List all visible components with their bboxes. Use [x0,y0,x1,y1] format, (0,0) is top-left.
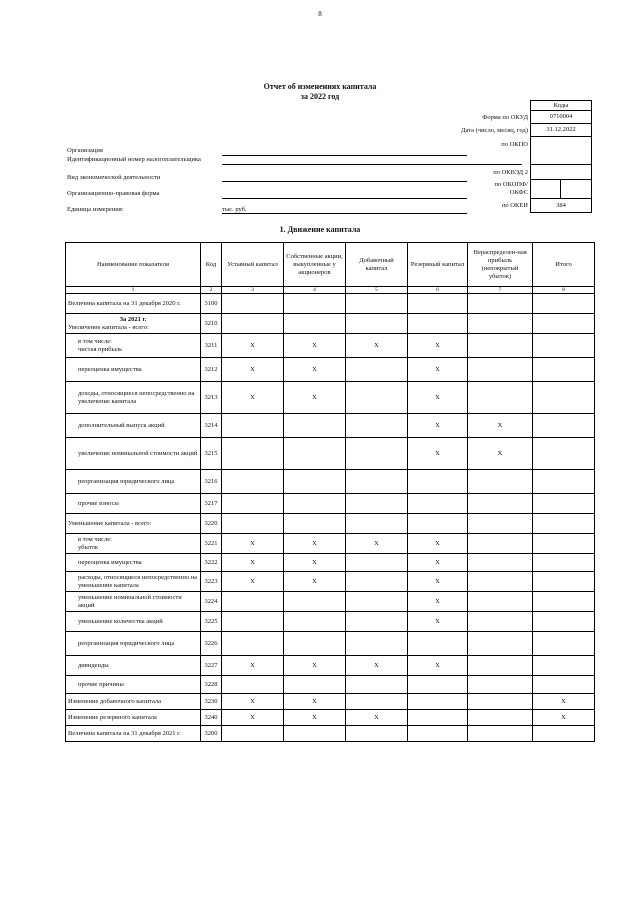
row-cell-c7: X [468,438,533,470]
table-row [66,676,595,694]
row-cell-c8 [533,676,595,694]
table-row [66,710,595,726]
row-code: 3221 [201,534,222,554]
row-cell-c3: X [222,694,284,710]
row-code: 3214 [201,414,222,438]
row-cell-c4: X [284,572,346,592]
row-name-line: прочие взносы [78,499,119,507]
row-name-line: реорганизация юридического лица [78,639,175,647]
unit-line [222,213,467,214]
row-cell-c8 [533,534,595,554]
row-cell-c8 [533,294,595,314]
row-cell-c4 [284,494,346,514]
table-row [66,612,595,632]
table-row [66,470,595,494]
row-cell-c6: X [408,612,468,632]
row-cell-c4 [284,470,346,494]
row-cell-c3 [222,314,284,334]
row-name [66,592,201,612]
report-title-line1: Отчет об изменениях капитала [263,82,377,91]
organization-label: Организация [67,147,103,154]
row-cell-c3 [222,514,284,534]
row-cell-c8 [533,514,595,534]
col-header-reserve: Резервный капитал [408,243,468,287]
row-cell-c4: X [284,656,346,676]
col-number: 5 [346,287,408,294]
row-cell-c6: X [408,656,468,676]
col-header-charter: Уставный капитал [222,243,284,287]
row-cell-c4 [284,514,346,534]
date-label: Дата (число, месяц, год) [461,127,528,134]
row-cell-c8 [533,592,595,612]
table-row [66,358,595,382]
col-number: 1 [66,287,201,294]
report-title [0,82,640,102]
row-cell-c5 [346,470,408,494]
row-code: 3215 [201,438,222,470]
row-cell-c5 [346,694,408,710]
row-code: 3212 [201,358,222,382]
row-cell-c8 [533,334,595,358]
row-cell-c7 [468,554,533,572]
row-name-line: в том числе: [78,338,112,345]
table-row [66,334,595,358]
okopf-code [530,180,592,199]
row-code: 3200 [201,726,222,742]
col-number: 4 [284,287,346,294]
row-cell-c5 [346,294,408,314]
okud-code: 0710004 [530,111,592,124]
table-row [66,382,595,414]
row-code: 3217 [201,494,222,514]
row-cell-c3 [222,632,284,656]
row-cell-c5 [346,572,408,592]
row-name-line: в том числе: [78,536,112,543]
row-name-line: уменьшение номинальной стоимости акций [78,594,182,609]
row-name [66,294,201,314]
row-cell-c6 [408,632,468,656]
row-cell-c6 [408,710,468,726]
col-header-additional: Добавочный капитал [346,243,408,287]
legal-form-line [222,198,467,199]
row-cell-c3: X [222,334,284,358]
row-name [66,726,201,742]
okpo-label: по ОКПО [501,141,528,148]
row-name-line: увеличение номинальной стоимости акций [78,449,198,457]
row-cell-c3 [222,676,284,694]
row-cell-c5 [346,592,408,612]
row-name-line: уменьшение количества акций [78,617,163,625]
col-header-total: Итого [533,243,595,287]
okei-label: по ОКЕИ [501,202,528,209]
row-cell-c7 [468,572,533,592]
row-cell-c6 [408,726,468,742]
row-name [66,470,201,494]
okved-label: по ОКВЭД 2 [493,169,528,176]
col-header-own-shares: Собственные акции, выкупленные у акционеров [284,243,346,287]
row-cell-c6: X [408,334,468,358]
row-name-line: За 2021 г. [119,316,147,323]
row-cell-c4: X [284,334,346,358]
row-cell-c5 [346,514,408,534]
row-cell-c8 [533,494,595,514]
row-cell-c4 [284,676,346,694]
col-number: 2 [201,287,222,294]
activity-line [222,181,467,182]
row-cell-c7 [468,294,533,314]
row-cell-c8: X [533,710,595,726]
row-cell-c6: X [408,592,468,612]
row-cell-c5: X [346,656,408,676]
row-cell-c6: X [408,358,468,382]
row-cell-c3: X [222,534,284,554]
row-name [66,314,201,334]
row-cell-c7: X [468,414,533,438]
row-cell-c5 [346,382,408,414]
date-code: 31.12.2022 [530,124,592,137]
row-cell-c3: X [222,710,284,726]
section-title: 1. Движение капитала [279,225,361,234]
row-name [66,612,201,632]
row-cell-c7 [468,534,533,554]
okpo-code [530,137,592,165]
row-cell-c4 [284,438,346,470]
unit-label: Единица измерения: [67,206,124,213]
table-row [66,494,595,514]
row-cell-c6 [408,314,468,334]
row-cell-c8: X [533,694,595,710]
row-cell-c4: X [284,534,346,554]
row-cell-c5: X [346,334,408,358]
row-cell-c5: X [346,710,408,726]
column-number-row [66,287,595,294]
row-cell-c4 [284,592,346,612]
row-cell-c8 [533,554,595,572]
row-code: 3225 [201,612,222,632]
row-cell-c3 [222,470,284,494]
table-row [66,554,595,572]
row-cell-c3 [222,726,284,742]
row-name [66,632,201,656]
row-name-line: дополнительный выпуск акций [78,421,165,429]
row-cell-c7 [468,632,533,656]
col-header-name: Наименование показателя [66,243,201,287]
row-code: 3211 [201,334,222,358]
table-row [66,414,595,438]
row-cell-c7 [468,334,533,358]
row-cell-c6 [408,494,468,514]
row-cell-c7 [468,676,533,694]
okopf-label: по ОКОПФ/ОКФС [494,181,528,196]
row-cell-c8 [533,414,595,438]
row-cell-c4 [284,294,346,314]
row-cell-c6: X [408,414,468,438]
row-cell-c7 [468,656,533,676]
row-code: 3222 [201,554,222,572]
row-cell-c4: X [284,358,346,382]
row-cell-c5 [346,414,408,438]
row-cell-c4 [284,314,346,334]
row-name [66,334,201,358]
row-cell-c6: X [408,438,468,470]
row-name [66,494,201,514]
inn-label: Идентификационный номер налогоплательщика [67,156,201,163]
row-cell-c3 [222,592,284,612]
row-name-line: дивиденды [78,661,109,669]
okopf-divider [560,180,561,198]
row-name-line: Величина капитала на 31 декабря 2020 г. [68,299,181,307]
row-cell-c5 [346,726,408,742]
row-cell-c6: X [408,382,468,414]
row-cell-c4: X [284,554,346,572]
row-name-line: Изменение добавочного капитала [68,697,162,705]
row-name-line: Величина капитала на 31 декабря 2021 г. [68,729,181,737]
row-cell-c4: X [284,694,346,710]
row-cell-c4: X [284,710,346,726]
okud-label: Форма по ОКУД [482,114,528,121]
table-header-row [66,243,595,287]
row-cell-c5 [346,612,408,632]
row-cell-c3 [222,294,284,314]
row-cell-c7 [468,612,533,632]
inn-line [222,164,522,165]
row-name [66,572,201,592]
row-name-line: переоценка имущества [78,558,142,566]
row-name-line: расходы, относящиеся непосредственно на уменьшение капитала [78,574,198,589]
row-name [66,656,201,676]
col-number: 7 [468,287,533,294]
row-cell-c7 [468,710,533,726]
row-cell-c5 [346,358,408,382]
row-cell-c8 [533,314,595,334]
row-name [66,514,201,534]
row-cell-c3: X [222,572,284,592]
legal-form-label: Организационно-правовая форма [67,190,160,197]
table-row [66,514,595,534]
table-row [66,694,595,710]
row-cell-c5 [346,554,408,572]
row-cell-c5 [346,314,408,334]
row-code: 3230 [201,694,222,710]
row-cell-c4: X [284,382,346,414]
row-code: 3220 [201,514,222,534]
row-name [66,382,201,414]
table-row [66,656,595,676]
row-cell-c3: X [222,382,284,414]
row-code: 3224 [201,592,222,612]
unit-value: тыс. руб. [222,206,247,213]
row-cell-c3 [222,414,284,438]
row-cell-c3 [222,438,284,470]
row-code: 3226 [201,632,222,656]
row-cell-c8 [533,382,595,414]
row-code: 3100 [201,294,222,314]
row-cell-c5 [346,632,408,656]
row-name [66,438,201,470]
row-cell-c6 [408,294,468,314]
row-cell-c6 [408,514,468,534]
row-cell-c8 [533,358,595,382]
row-cell-c8 [533,470,595,494]
row-cell-c6 [408,694,468,710]
row-name [66,554,201,572]
row-cell-c5 [346,676,408,694]
table-row [66,632,595,656]
table-row [66,294,595,314]
capital-movement-table [65,242,595,742]
row-cell-c8 [533,612,595,632]
table-row [66,534,595,554]
organization-line [222,155,467,156]
row-cell-c6 [408,676,468,694]
row-code: 3228 [201,676,222,694]
row-cell-c6: X [408,534,468,554]
row-name-line: реорганизация юридического лица [78,477,175,485]
row-code: 3210 [201,314,222,334]
activity-label: Вид экономической деятельности [67,174,161,181]
row-name-line: прочие причины [78,680,124,688]
row-cell-c7 [468,470,533,494]
row-cell-c7 [468,314,533,334]
table-row [66,592,595,612]
row-cell-c7 [468,592,533,612]
row-code: 3223 [201,572,222,592]
report-title-line2: за 2022 год [300,92,340,101]
row-cell-c4 [284,414,346,438]
table-row [66,438,595,470]
row-name [66,534,201,554]
row-cell-c3 [222,494,284,514]
row-name-line: Изменение резервного капитала [68,713,157,721]
okved-code [530,165,592,180]
row-name [66,694,201,710]
row-name-line: чистая прибыль [78,345,123,353]
table-row [66,572,595,592]
row-cell-c3: X [222,656,284,676]
row-cell-c8 [533,632,595,656]
row-name [66,710,201,726]
row-cell-c4 [284,612,346,632]
col-header-retained: Нераспределен-ная прибыль (непокрытый убыток) [468,243,533,287]
page-number: 8 [318,10,322,18]
col-number: 6 [408,287,468,294]
row-cell-c5 [346,494,408,514]
row-cell-c8 [533,726,595,742]
row-cell-c8 [533,656,595,676]
row-cell-c6: X [408,554,468,572]
row-cell-c4 [284,632,346,656]
row-cell-c6 [408,470,468,494]
row-name-line: убыток [78,543,99,551]
row-cell-c7 [468,494,533,514]
row-cell-c7 [468,726,533,742]
row-cell-c7 [468,382,533,414]
row-cell-c6: X [408,572,468,592]
col-number: 3 [222,287,284,294]
okei-code: 384 [530,199,592,213]
row-cell-c5: X [346,534,408,554]
row-name [66,676,201,694]
codes-header: Коды [530,100,592,111]
col-number: 8 [533,287,595,294]
table-row [66,314,595,334]
row-name-line: доходы, относящиеся непосредственно на увеличение капитала [78,390,195,405]
row-code: 3240 [201,710,222,726]
row-cell-c3: X [222,554,284,572]
row-cell-c8 [533,438,595,470]
row-cell-c5 [346,438,408,470]
col-header-code: Код [201,243,222,287]
row-name-line: Увеличение капитала - всего: [68,323,149,331]
row-cell-c8 [533,572,595,592]
row-cell-c3 [222,612,284,632]
row-code: 3216 [201,470,222,494]
row-cell-c3: X [222,358,284,382]
row-code: 3227 [201,656,222,676]
table-row [66,726,595,742]
row-cell-c7 [468,514,533,534]
row-name-line: Уменьшение капитала - всего: [68,519,152,527]
row-name-line: переоценка имущества [78,365,142,373]
row-cell-c4 [284,726,346,742]
row-name [66,358,201,382]
row-code: 3213 [201,382,222,414]
row-name [66,414,201,438]
row-cell-c7 [468,694,533,710]
row-cell-c7 [468,358,533,382]
